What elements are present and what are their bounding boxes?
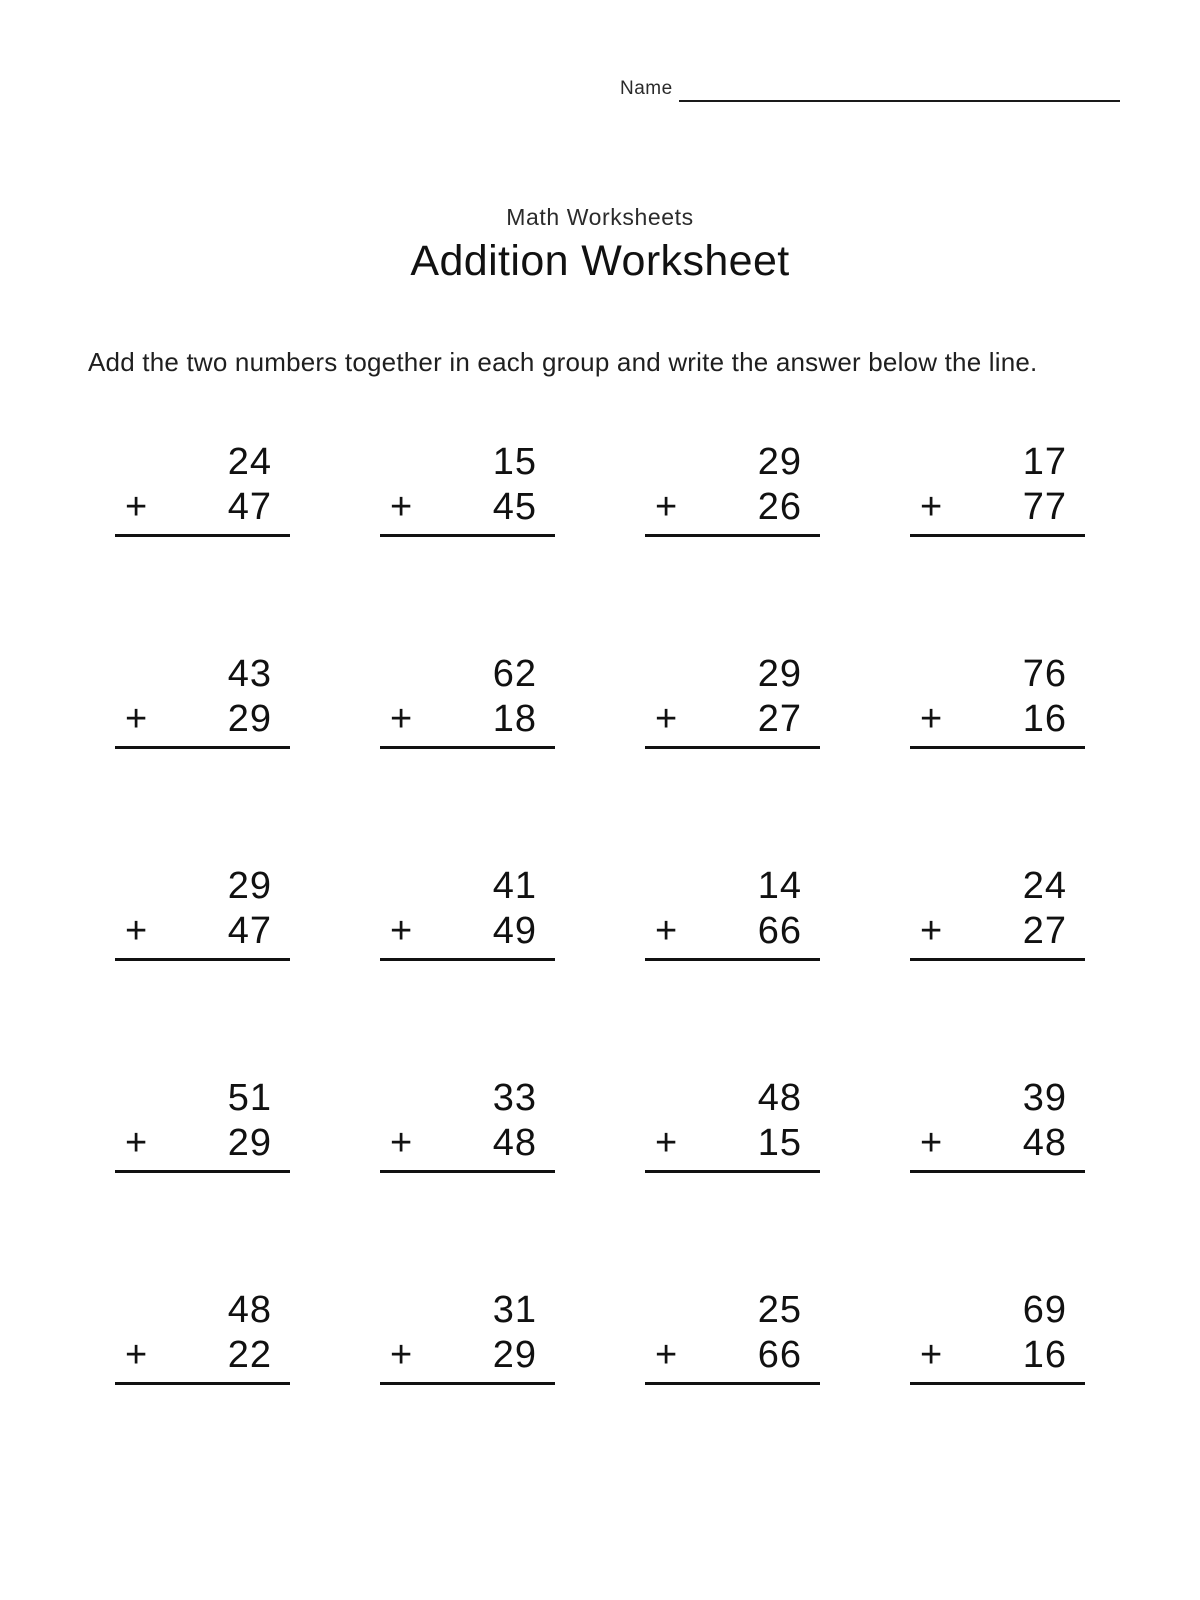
addend-top: 51 <box>227 1077 272 1119</box>
answer-blank[interactable] <box>645 749 820 783</box>
problem-cell <box>335 652 600 864</box>
addend-bottom: 45 <box>492 485 537 528</box>
problem-cell <box>70 1076 335 1288</box>
answer-blank[interactable] <box>380 749 555 783</box>
plus-operator: + <box>920 909 944 952</box>
addend-bottom: 22 <box>227 1333 272 1376</box>
addition-problem <box>380 864 555 995</box>
addend-bottom-row <box>115 485 290 537</box>
answer-blank[interactable] <box>645 537 820 571</box>
addend-bottom-row <box>115 1333 290 1385</box>
plus-operator: + <box>655 909 679 952</box>
addend-bottom-row <box>645 485 820 537</box>
plus-operator: + <box>655 697 679 740</box>
answer-blank[interactable] <box>115 1385 290 1419</box>
addend-bottom: 27 <box>757 697 802 740</box>
problem-cell <box>70 440 335 652</box>
addition-problem <box>910 1288 1085 1419</box>
plus-operator: + <box>390 909 414 952</box>
addend-bottom: 66 <box>757 1333 802 1376</box>
answer-blank[interactable] <box>910 1173 1085 1207</box>
plus-operator: + <box>920 1333 944 1376</box>
addend-top: 48 <box>227 1289 272 1331</box>
addend-top: 29 <box>757 441 802 483</box>
addition-problem <box>645 652 820 783</box>
addend-bottom: 66 <box>757 909 802 952</box>
problem-grid <box>70 440 1130 1500</box>
addend-bottom-row <box>115 909 290 961</box>
addend-top: 31 <box>492 1289 537 1331</box>
addend-top: 25 <box>757 1289 802 1331</box>
addend-bottom: 47 <box>227 485 272 528</box>
addition-problem <box>115 440 290 571</box>
problem-cell <box>600 1076 865 1288</box>
addend-bottom-row <box>380 697 555 749</box>
addition-problem <box>910 1076 1085 1207</box>
site-title: Math Worksheets <box>506 204 694 230</box>
plus-operator: + <box>125 485 149 528</box>
addend-top: 43 <box>227 653 272 695</box>
addend-top: 41 <box>492 865 537 907</box>
addend-top: 33 <box>492 1077 537 1119</box>
addition-problem <box>910 652 1085 783</box>
plus-operator: + <box>390 485 414 528</box>
answer-blank[interactable] <box>380 1173 555 1207</box>
addend-top: 69 <box>1022 1289 1067 1331</box>
plus-operator: + <box>655 1333 679 1376</box>
plus-operator: + <box>390 1333 414 1376</box>
addend-bottom: 49 <box>492 909 537 952</box>
addition-problem <box>645 864 820 995</box>
addend-bottom-row <box>645 1121 820 1173</box>
answer-blank[interactable] <box>645 1173 820 1207</box>
addend-top: 14 <box>757 865 802 907</box>
addend-bottom: 15 <box>757 1121 802 1164</box>
addend-bottom: 27 <box>1022 909 1067 952</box>
plus-operator: + <box>125 1333 149 1376</box>
problem-cell <box>865 652 1130 864</box>
plus-operator: + <box>920 1121 944 1164</box>
addend-bottom-row <box>380 1333 555 1385</box>
worksheet-header <box>0 204 1200 286</box>
plus-operator: + <box>125 909 149 952</box>
plus-operator: + <box>655 485 679 528</box>
addend-top: 24 <box>227 441 272 483</box>
addend-bottom-row <box>645 697 820 749</box>
problem-cell <box>335 1076 600 1288</box>
addition-problem <box>115 652 290 783</box>
addend-top: 24 <box>1022 865 1067 907</box>
addition-problem <box>645 1076 820 1207</box>
problem-cell <box>600 864 865 1076</box>
plus-operator: + <box>390 1121 414 1164</box>
answer-blank[interactable] <box>380 1385 555 1419</box>
addend-bottom-row <box>645 1333 820 1385</box>
addend-bottom-row <box>910 909 1085 961</box>
answer-blank[interactable] <box>115 1173 290 1207</box>
problem-cell <box>335 440 600 652</box>
answer-blank[interactable] <box>645 961 820 995</box>
plus-operator: + <box>125 697 149 740</box>
addend-top: 39 <box>1022 1077 1067 1119</box>
name-input-line[interactable] <box>679 80 1120 102</box>
addition-problem <box>380 652 555 783</box>
problem-cell <box>600 440 865 652</box>
addend-bottom-row <box>380 485 555 537</box>
answer-blank[interactable] <box>645 1385 820 1419</box>
problem-cell <box>865 1076 1130 1288</box>
problem-cell <box>335 864 600 1076</box>
addition-problem <box>380 1076 555 1207</box>
problem-cell <box>335 1288 600 1500</box>
problem-cell <box>865 440 1130 652</box>
addend-top: 76 <box>1022 653 1067 695</box>
answer-blank[interactable] <box>910 961 1085 995</box>
addend-bottom: 29 <box>227 1121 272 1164</box>
answer-blank[interactable] <box>910 749 1085 783</box>
addend-bottom: 48 <box>1022 1121 1067 1164</box>
answer-blank[interactable] <box>115 961 290 995</box>
addend-bottom: 18 <box>492 697 537 740</box>
addend-bottom: 48 <box>492 1121 537 1164</box>
answer-blank[interactable] <box>380 537 555 571</box>
addend-top: 29 <box>757 653 802 695</box>
answer-blank[interactable] <box>115 537 290 571</box>
addend-top: 48 <box>757 1077 802 1119</box>
addend-bottom-row <box>910 485 1085 537</box>
addend-bottom: 16 <box>1022 1333 1067 1376</box>
plus-operator: + <box>125 1121 149 1164</box>
addend-bottom-row <box>115 697 290 749</box>
plus-operator: + <box>920 485 944 528</box>
addition-problem <box>910 864 1085 995</box>
addend-bottom: 47 <box>227 909 272 952</box>
page-title: Addition Worksheet <box>410 237 790 285</box>
addend-bottom-row <box>645 909 820 961</box>
addend-bottom: 16 <box>1022 697 1067 740</box>
addition-problem <box>115 1288 290 1419</box>
problem-cell <box>600 1288 865 1500</box>
addend-bottom: 29 <box>492 1333 537 1376</box>
addend-bottom-row <box>910 1333 1085 1385</box>
problem-cell <box>865 864 1130 1076</box>
addend-bottom-row <box>380 909 555 961</box>
answer-blank[interactable] <box>910 537 1085 571</box>
addend-bottom-row <box>910 697 1085 749</box>
answer-blank[interactable] <box>910 1385 1085 1419</box>
addend-bottom: 77 <box>1022 485 1067 528</box>
addition-problem <box>380 1288 555 1419</box>
name-label: Name <box>620 78 673 99</box>
problem-cell <box>70 864 335 1076</box>
addend-bottom-row <box>910 1121 1085 1173</box>
plus-operator: + <box>920 697 944 740</box>
plus-operator: + <box>655 1121 679 1164</box>
addend-bottom: 26 <box>757 485 802 528</box>
addend-bottom-row <box>380 1121 555 1173</box>
name-field <box>620 78 1120 102</box>
addend-bottom: 29 <box>227 697 272 740</box>
problem-cell <box>70 652 335 864</box>
problem-cell <box>600 652 865 864</box>
answer-blank[interactable] <box>115 749 290 783</box>
addition-problem <box>115 864 290 995</box>
addend-top: 62 <box>492 653 537 695</box>
addition-problem <box>645 440 820 571</box>
instructions-text: Add the two numbers together in each group and write the answer below the line. <box>88 347 1038 377</box>
addition-problem <box>115 1076 290 1207</box>
addend-top: 15 <box>492 441 537 483</box>
addition-problem <box>645 1288 820 1419</box>
problem-cell <box>70 1288 335 1500</box>
addend-top: 17 <box>1022 441 1067 483</box>
addition-problem <box>910 440 1085 571</box>
problem-cell <box>865 1288 1130 1500</box>
answer-blank[interactable] <box>380 961 555 995</box>
addend-bottom-row <box>115 1121 290 1173</box>
addend-top: 29 <box>227 865 272 907</box>
plus-operator: + <box>390 697 414 740</box>
addition-problem <box>380 440 555 571</box>
